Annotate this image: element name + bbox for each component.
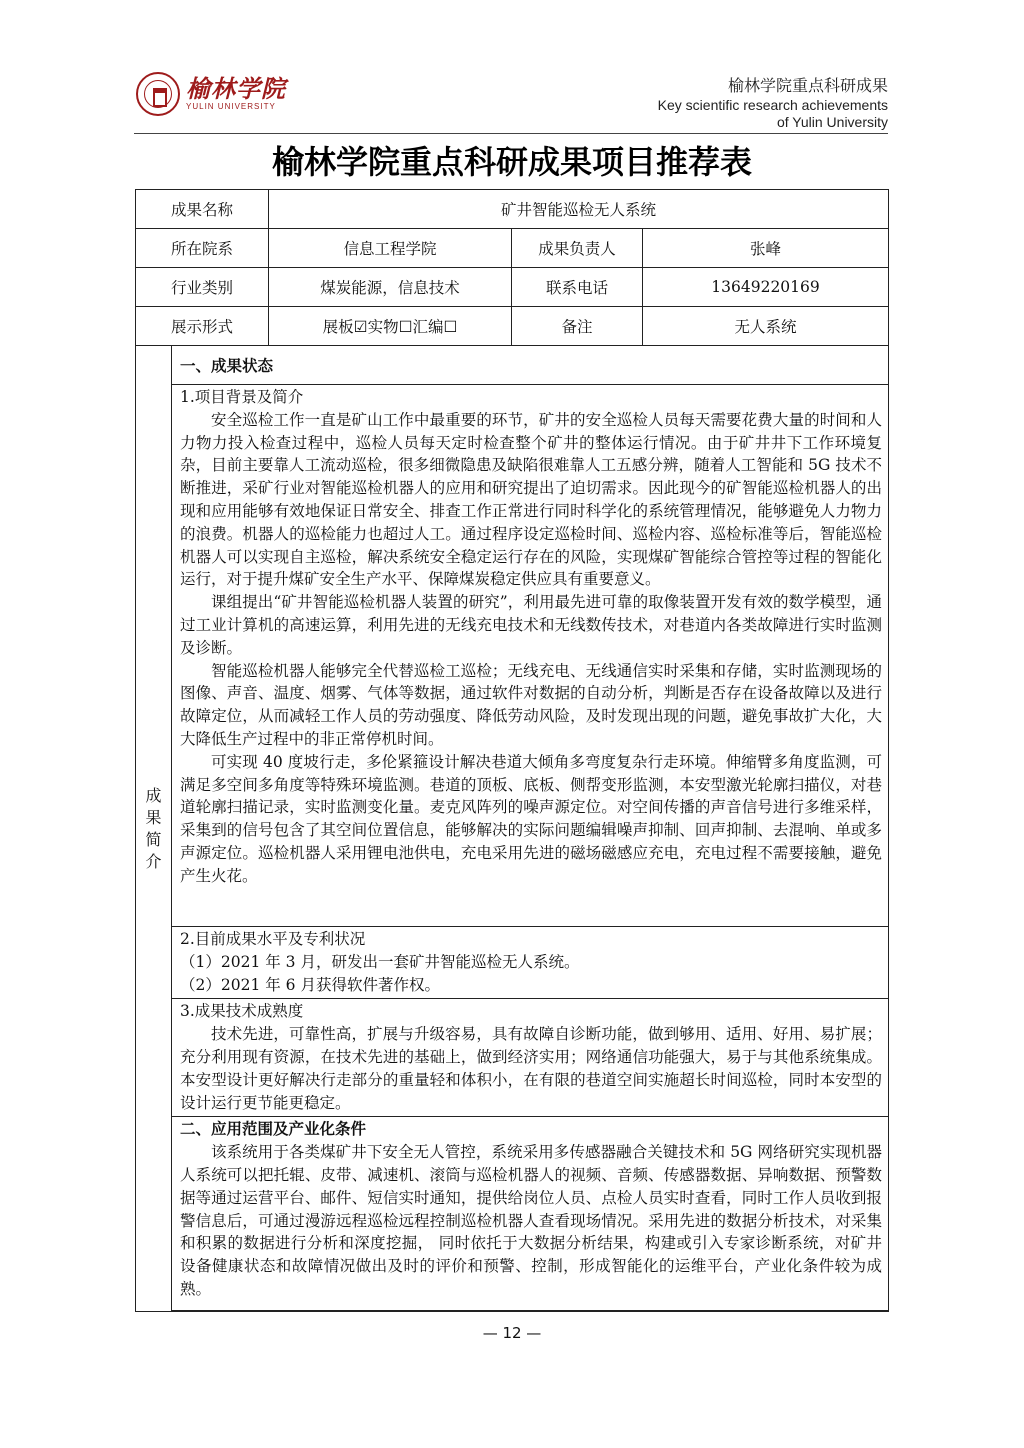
header-caption-en-line2: of Yulin University: [776, 114, 888, 130]
label-phone: 联系电话: [512, 268, 643, 307]
row-display: [136, 307, 889, 346]
paragraph: 智能巡检机器人能够完全代替巡检工巡检；无线充电、无线通信实时采集和存储，实时监测现场的图像、声音、温度、烟雾、气体等数据，通过软件对数据的自动分析，判断是否存在设备故障以及进行故障定位，从而减轻工作人员的劳动强度、降低劳动风险，及时发现出现的问题，避免事故扩大化，大大降低生产过程中的非正常停机时间。: [180, 661, 883, 748]
row-industry: [136, 268, 889, 307]
header-divider: [134, 133, 888, 134]
label-achievement-name: 成果名称: [136, 190, 269, 229]
side-char: 果: [145, 807, 162, 827]
side-char: 简: [145, 829, 162, 849]
logo-english-name: YULIN UNIVERSITY: [186, 102, 276, 111]
row-department: [136, 229, 889, 268]
page-number: — 12 —: [482, 1324, 542, 1342]
university-seal-icon: [136, 72, 180, 116]
university-logo: [136, 72, 286, 116]
list-item: （1）2021 年 3 月，研发出一套矿井智能巡检无人系统。: [180, 952, 580, 971]
subheading-level-patents: 2.目前成果水平及专利状况: [180, 930, 366, 948]
paragraph: 安全巡检工作一直是矿山工作中最重要的环节，矿井的安全巡检人员每天需要花费大量的时间和人力物力投入检查过程中，巡检人员每天定时检查整个矿井的整体运行情况。由于矿井井下工作环境复杂，目前主要靠人工流动巡检，很多细微隐患及缺陷很难靠人工五感分辨，随着人工智能和 5G 技术不断推进，采矿行业对智能巡检机器人的应用和研究提出了迫切需求。因此现今的矿智能巡检机器人的出现和应用能够有效地保证日常安全、排查工作正常进行同时科学化的系统管理情况，能够避免人力物力的浪费。机器人的巡检能力也超过人工。通过程序设定巡检时间、巡检内容、巡检标准等后，智能巡检机器人可以实现自主巡检，解决系统安全稳定运行存在的风险，实现煤矿智能综合管控等过程的智能化运行，对于提升煤矿安全生产水平、保障煤炭稳定供应具有重要意义。: [180, 410, 883, 589]
header-caption-cn: 榆林学院重点科研成果: [727, 78, 888, 95]
value-industry: 煤炭能源，信息技术: [269, 268, 512, 307]
row-application: [136, 1117, 889, 1311]
subheading-maturity: 3.成果技术成熟度: [180, 1002, 304, 1021]
paragraph: 技术先进，可靠性高，扩展与升级容易，具有故障自诊断功能，做到够用、适用、好用、易扩展；充分利用现有资源，在技术先进的基础上，做到经济实用；网络通信功能强大，易于与其他系统集成。本安型设计更好解决行走部分的重量轻和体积小，在有限的巷道空间实施超长时间巡检，同时本安型的设计运行更节能更稳定。: [180, 1025, 883, 1112]
section-heading-status: 一、成果状态: [172, 346, 889, 385]
header-caption-en-line1: Key scientific research achievements: [657, 97, 888, 113]
label-remark: 备注: [512, 307, 643, 346]
subheading-background: 1.项目背景及简介: [180, 388, 304, 406]
block-maturity: [172, 999, 889, 1117]
label-department: 所在院系: [136, 229, 269, 268]
logo-text: [186, 76, 286, 112]
side-char: 成: [145, 785, 162, 805]
label-leader: 成果负责人: [512, 229, 643, 268]
label-industry: 行业类别: [136, 268, 269, 307]
value-remark: 无人系统: [643, 307, 889, 346]
list-item: （2）2021 年 6 月获得软件著作权。: [180, 975, 440, 994]
row-achievement-name: [136, 190, 889, 229]
logo-chinese-name: 榆林学院: [186, 74, 286, 103]
paragraph: 该系统用于各类煤矿井下安全无人管控，系统采用多传感器融合关键技术和 5G 网络研究实现机器人系统可以把托辊、皮带、减速机、滚筒与巡检机器人的视频、音频、传感器数据、异响数据、预警数据等通过运营平台、邮件、短信实时通知，提供给岗位人员、点检人员实时查看，同时工作人员收到报警信息后，可通过漫游远程巡检远程控制巡检机器人查看现场情况。采用先进的数据分析技术，对采集和积累的数据进行分析和深度挖掘， 同时依托于大数据分析结果，构建或引入专家诊断系统，对矿井设备健康状态和故障情况做出及时的评价和预警、控制，形成智能化的运维平台，产业化条件较为成熟。: [180, 1143, 883, 1298]
side-label-summary: [136, 346, 172, 1312]
value-phone: 13649220169: [643, 268, 889, 307]
block-background: [172, 385, 889, 927]
row-spacer: [136, 1311, 889, 1312]
paragraph: 可实现 40 度坡行走，多伦紧箍设计解决巷道大倾角多弯度复杂行走环境。伸缩臂多角度监测，可满足多空间多角度等特殊环境监测。巷道的顶板、底板、侧帮变形监测，本安型激光轮廓扫描仪，对巷道轮廓扫描记录，实时监测变化量。麦克风阵列的噪声源定位。对空间传播的声音信号进行多维采样，采集到的信号包含了其空间位置信息，能够解决的实际问题编辑噪声抑制、回声抑制、去混响、单或多声源定位。巡检机器人采用锂电池供电，充电采用先进的磁场磁感应充电，充电过程不需要接触，避免产生火花。: [180, 752, 883, 885]
table-bottom-edge: [172, 1311, 889, 1312]
section-heading-application: 二、应用范围及产业化条件: [180, 1119, 367, 1139]
side-char: 介: [145, 851, 162, 871]
value-achievement-name: 矿井智能巡检无人系统: [269, 190, 889, 229]
row-level-patents: [136, 927, 889, 999]
value-display-form: 展板☑实物☐汇编☐: [269, 307, 512, 346]
block-application: [172, 1117, 889, 1311]
page-title: 榆林学院重点科研成果项目推荐表: [271, 143, 752, 181]
paragraph: 课组提出“矿井智能巡检机器人装置的研究”，利用最先进可靠的取像装置开发有效的数学模型，通过工业计算机的高速运算，利用先进的无线充电技术和无线数传技术，对巷道内各类故障进行实时监测及诊断。: [180, 593, 883, 657]
row-maturity: [136, 999, 889, 1117]
value-department: 信息工程学院: [269, 229, 512, 268]
header-caption: [658, 77, 888, 131]
recommendation-table: [135, 189, 889, 1312]
row-section-status: [136, 346, 889, 385]
row-background: [136, 385, 889, 927]
label-display-form: 展示形式: [136, 307, 269, 346]
value-leader: 张峰: [643, 229, 889, 268]
block-level-patents: [172, 927, 889, 999]
